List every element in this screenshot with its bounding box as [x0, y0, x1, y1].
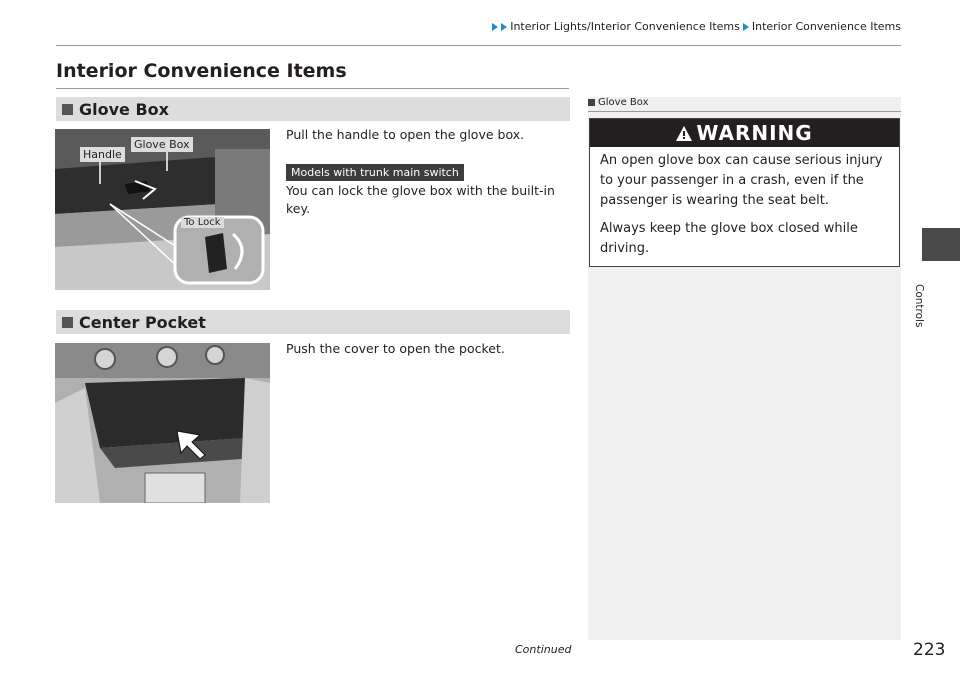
glove-box-instruction: Pull the handle to open the glove box. — [286, 127, 525, 142]
header-divider — [56, 45, 901, 46]
sidebar-reference-title: Glove Box — [598, 97, 649, 108]
breadcrumb-item[interactable]: Interior Convenience Items — [751, 20, 901, 33]
section-heading-glove-box — [56, 97, 570, 121]
model-tag: Models with trunk main switch — [286, 164, 464, 181]
continued-note: Continued — [515, 643, 572, 656]
center-pocket-instruction: Push the cover to open the pocket. — [286, 341, 505, 356]
triangle-arrow-icon — [743, 23, 749, 31]
triangle-arrow-icon — [492, 23, 498, 31]
warning-text: Always keep the glove box closed while driving. — [600, 221, 858, 256]
page-title: Interior Convenience Items — [56, 60, 347, 82]
chapter-tab[interactable] — [922, 228, 960, 261]
sidebar-reference — [588, 97, 648, 108]
square-bullet-icon — [62, 317, 73, 328]
warning-header — [590, 119, 899, 147]
chapter-tab-label: Controls — [913, 284, 925, 328]
photo-label-handle: Handle — [80, 147, 125, 162]
center-pocket-illustration — [55, 343, 270, 503]
photo-label-glove-box: Glove Box — [131, 137, 193, 152]
warning-icon — [676, 126, 692, 141]
title-divider — [56, 88, 569, 89]
warning-text: An open glove box can cause serious injury to your passenger in a crash, even if the passenger is wearing the seat belt. — [600, 153, 883, 208]
center-pocket-photo — [55, 343, 270, 503]
photo-label-to-lock: To Lock — [181, 217, 224, 228]
section-heading-text: Glove Box — [79, 99, 169, 119]
triangle-arrow-icon — [501, 23, 507, 31]
section-heading-text: Center Pocket — [79, 312, 206, 332]
section-heading-center-pocket — [56, 310, 570, 334]
sidebar-divider — [588, 111, 901, 112]
glove-box-lock-text: You can lock the glove box with the built-in key. — [286, 183, 555, 216]
reference-marker-icon — [588, 99, 595, 106]
glove-box-photo — [55, 129, 270, 290]
breadcrumb-item[interactable]: Interior Lights/Interior Convenience Items — [510, 20, 740, 33]
breadcrumb — [492, 20, 901, 33]
warning-title: WARNING — [696, 121, 813, 145]
square-bullet-icon — [62, 104, 73, 115]
page-number: 223 — [913, 640, 946, 660]
